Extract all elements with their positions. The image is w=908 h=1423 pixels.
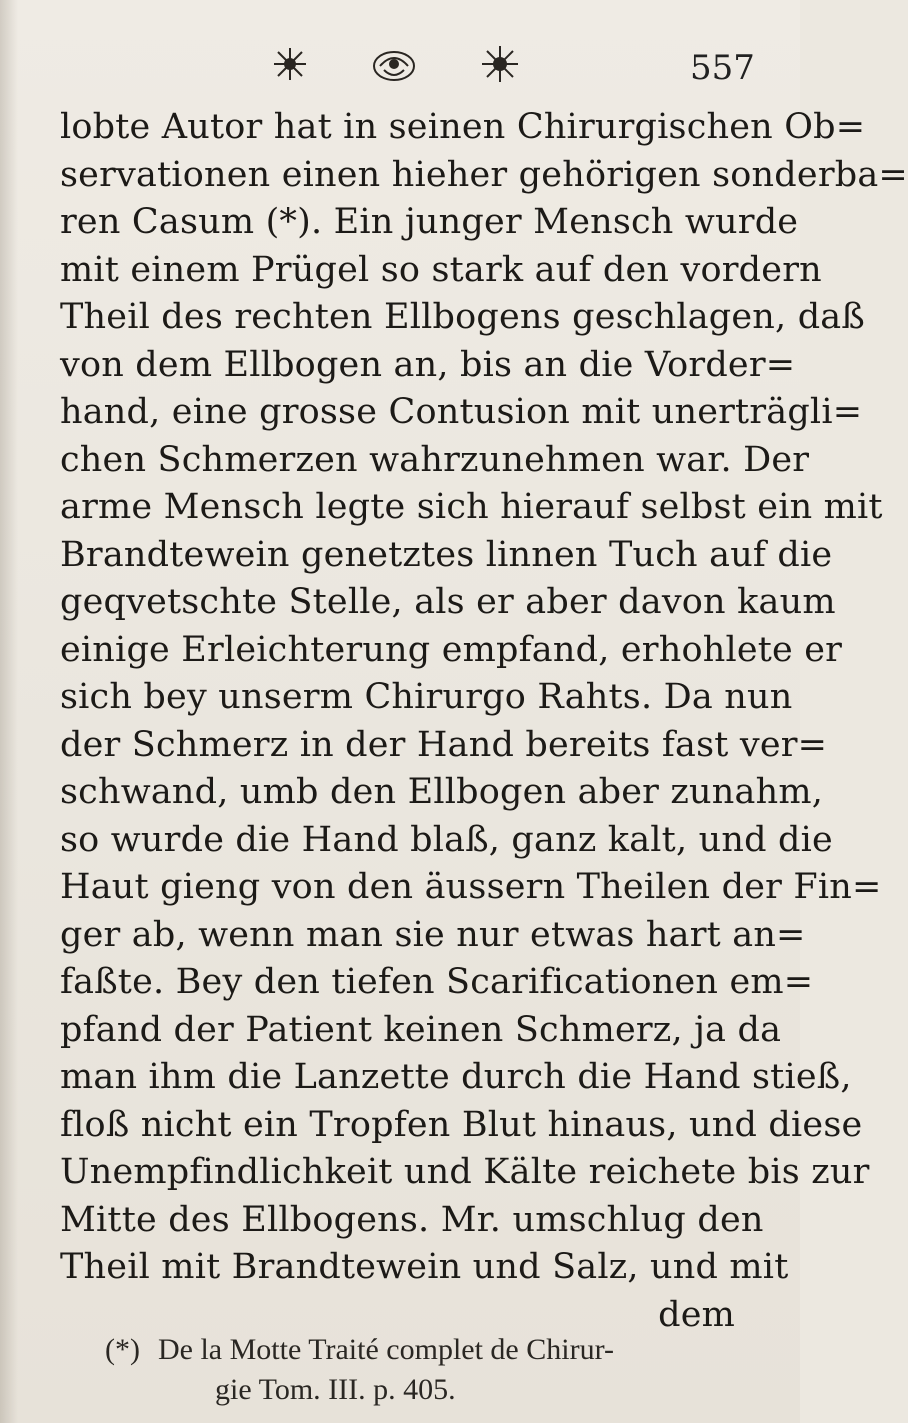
text-line: Mitte des Ellbogens. Mr. umschlug den	[60, 1199, 764, 1240]
text-line: so wurde die Hand blaß, ganz kalt, und die	[60, 819, 833, 860]
text-line: arme Mensch legte sich hierauf selbst ein mit	[60, 487, 883, 527]
text-line: von dem Ellbogen an, bis an die Vorder=	[60, 344, 796, 385]
footnote-text: De la Motte Traité complet de Chirur-	[157, 1333, 614, 1366]
footnote-line	[105, 1330, 795, 1370]
page-binding-shadow	[0, 0, 18, 1423]
fleuron-ornament-icon	[370, 42, 418, 86]
text-line: lobte Autor hat in seinen Chirurgischen Ob=	[60, 107, 866, 147]
text-line: Theil mit Brandtewein und Salz, und mit	[60, 1247, 789, 1287]
text-line: Haut gieng von den äussern Theilen der Fin=	[60, 867, 882, 907]
text-line: ger ab, wenn man sie nur etwas hart an=	[60, 914, 806, 955]
footnote	[105, 1330, 795, 1410]
text-line: der Schmerz in der Hand bereits fast ver=	[60, 724, 828, 765]
star-ornament-icon	[270, 44, 310, 84]
text-line: ren Casum (*). Ein junger Mensch wurde	[60, 202, 799, 242]
text-line: geqvetschte Stelle, als er aber davon kaum	[60, 582, 836, 622]
page-number: 557	[690, 48, 755, 88]
text-line: man ihm die Lanzette durch die Hand stieß,	[60, 1057, 852, 1097]
text-line: Brandtewein genetztes linnen Tuch auf die	[60, 534, 833, 575]
text-line: faßte. Bey den tiefen Scarificationen em=	[60, 962, 814, 1002]
header-ornaments	[270, 40, 530, 100]
text-line: floß nicht ein Tropfen Blut hinaus, und diese	[60, 1104, 863, 1145]
text-line: Unempfindlichkeit und Kälte reichete bis zur	[60, 1152, 870, 1192]
catchword: dem	[658, 1294, 735, 1335]
text-line: hand, eine grosse Contusion mit unerträgli=	[60, 392, 863, 432]
text-line: schwand, umb den Ellbogen aber zunahm,	[60, 772, 824, 812]
text-line: einige Erleichterung empfand, erhohlete er	[60, 629, 843, 670]
text-line: mit einem Prügel so stark auf den vordern	[60, 249, 822, 290]
text-line: Theil des rechten Ellbogens geschlagen, daß	[60, 297, 865, 337]
footnote-marker: (*)	[105, 1333, 140, 1366]
text-line: chen Schmerzen wahrzunehmen war. Der	[60, 439, 810, 480]
text-line: sich bey unserm Chirurgo Rahts. Da nun	[60, 677, 793, 717]
footnote-line: gie Tom. III. p. 405.	[215, 1373, 456, 1406]
body-text	[60, 104, 908, 1339]
text-line: pfand der Patient keinen Schmerz, ja da	[60, 1009, 782, 1050]
text-line: servationen einen hieher gehörigen sonderba=	[60, 154, 908, 195]
star-ornament-icon	[480, 44, 520, 84]
